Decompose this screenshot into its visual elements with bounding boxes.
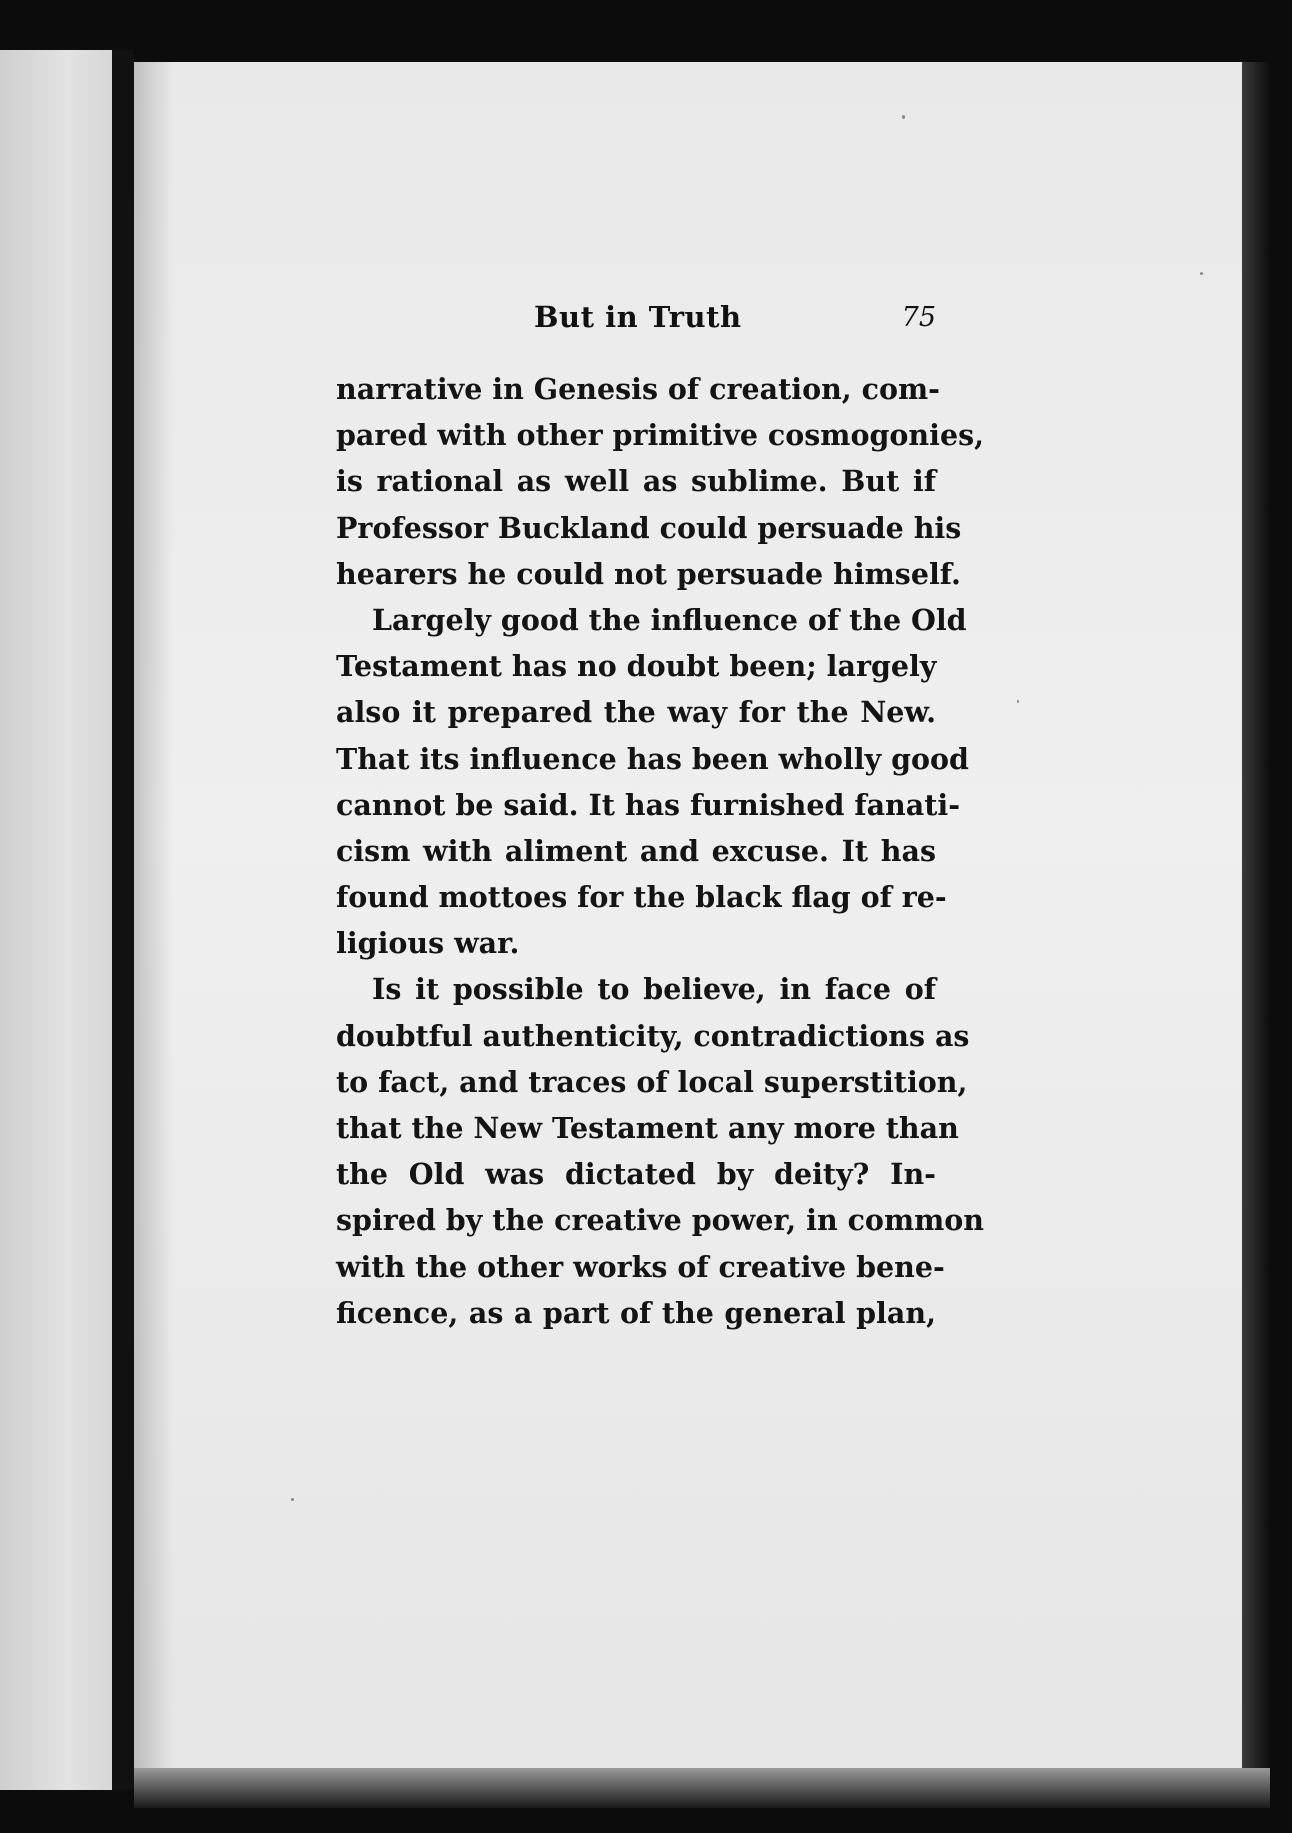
text-line: Largely good the influence of the Old — [372, 602, 967, 637]
page-bottom-edge — [134, 1768, 1270, 1808]
text-line: That its influence has been wholly good — [336, 741, 969, 776]
text-line: also it prepared the way for the New. — [336, 695, 936, 730]
text-line: Professor Buckland could persuade his — [336, 510, 962, 545]
book-gutter — [112, 50, 134, 1790]
scan-speck — [1017, 700, 1019, 703]
page-gutter-shadow — [134, 62, 174, 1768]
page-right-edge — [1242, 62, 1270, 1768]
text-line: ficence, as a part of the general plan, — [336, 1295, 936, 1330]
running-head: But in Truth — [534, 300, 742, 334]
text-line: pared with other primitive cosmogonies, — [336, 418, 985, 453]
text-line: found mottoes for the black flag of re- — [336, 880, 947, 915]
scan-speck — [1200, 272, 1203, 275]
text-line: spired by the creative power, in common — [336, 1203, 984, 1238]
text-line: to fact, and traces of local superstition, — [336, 1064, 968, 1099]
text-line: that the New Testament any more than — [336, 1111, 959, 1145]
text-line: narrative in Genesis of creation, com- — [336, 372, 940, 406]
page-number: 75 — [901, 302, 936, 333]
text-line: Testament has no doubt been; largely — [336, 649, 937, 684]
scan-speck — [902, 115, 905, 119]
page-header — [336, 300, 936, 350]
text-line: is rational as well as sublime. But if — [336, 464, 936, 499]
text-line: with the other works of creative bene- — [336, 1249, 945, 1284]
text-line: hearers he could not persuade himself. — [336, 556, 961, 591]
text-line: doubtful authenticity, contradictions as — [336, 1018, 970, 1053]
text-line: cannot be said. It has furnished fanati- — [336, 787, 961, 822]
body-text — [336, 366, 985, 1336]
text-line: the Old was dictated by deity? In- — [336, 1157, 936, 1192]
left-facing-page-edge — [0, 50, 112, 1790]
scan-speck — [291, 1498, 294, 1501]
text-line: ligious war. — [336, 926, 520, 961]
text-line: cism with aliment and excuse. It has — [336, 833, 936, 868]
text-line: Is it possible to believe, in face of — [372, 972, 936, 1007]
